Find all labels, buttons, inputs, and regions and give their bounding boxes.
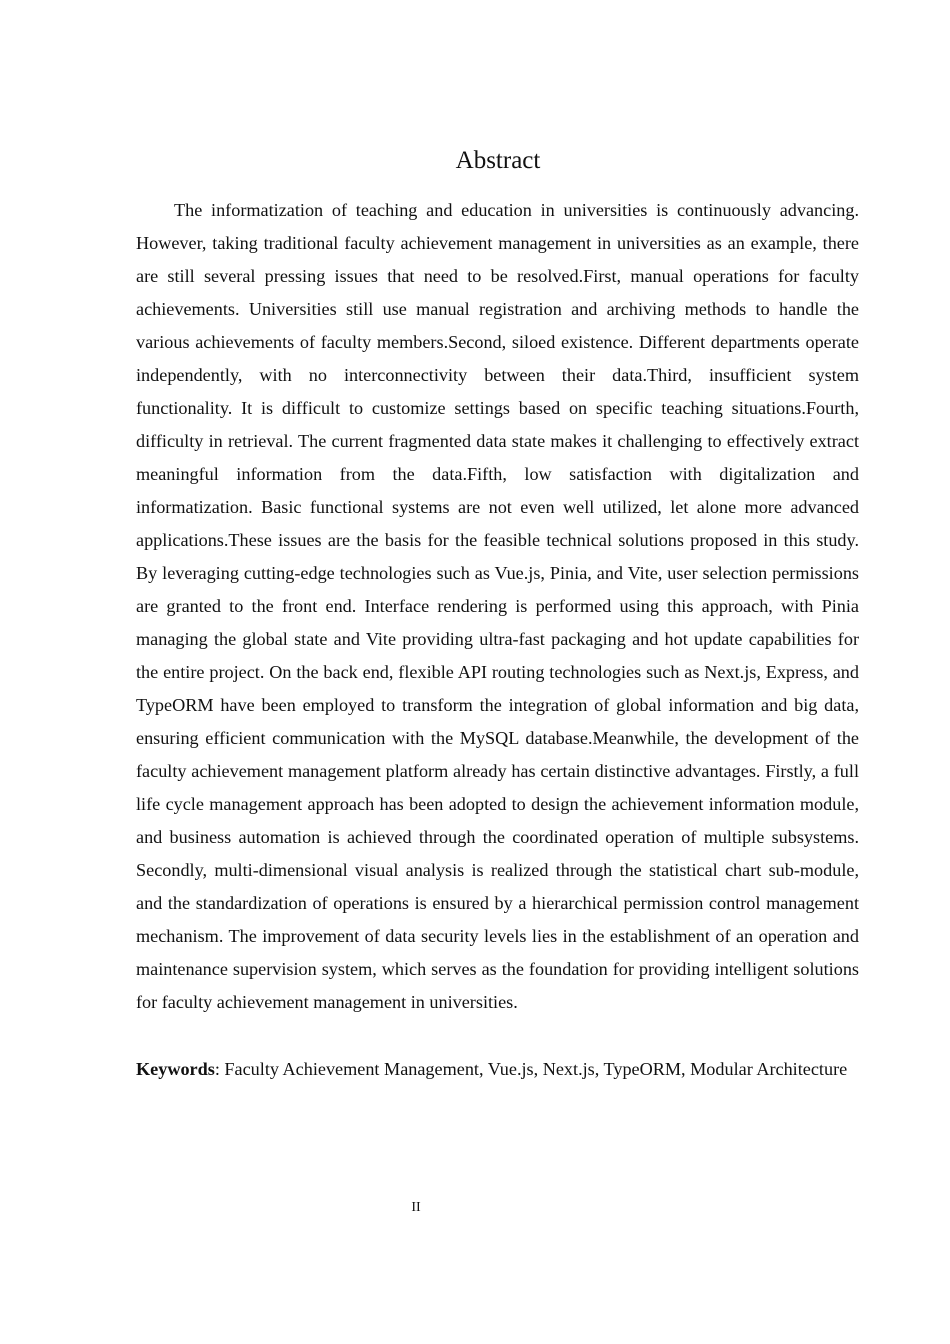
- page-title: Abstract: [455, 147, 541, 174]
- keywords-label: Keywords: [136, 1059, 215, 1079]
- abstract-paragraph: The informatization of teaching and education in universities is continuously advancing. However, taking traditional faculty achievement management in universities as an example, there are still several pressing issues that need to be resolved.First, manual operations for faculty achievements. Universities still use manual registration and archiving methods to handle the various achievements of faculty members.Second, siloed existence. Different departments operate independently, with no interconnectivity between their data.Third, insufficient system functionality. It is difficult to customize settings based on specific teaching situations.Fourth, difficulty in retrieval. The current fragmented data state makes it challenging to effectively extract meaningful information from the data.Fifth, low satisfaction with digitalization and informatization. Basic functional systems are not even well utilized, let alone more advanced applications.These issues are the basis for the feasible technical solutions proposed in this study. By leveraging cutting-edge technologies such as Vue.js, Pinia, and Vite, user selection permissions are granted to the front end. Interface rendering is performed using this approach, with Pinia managing the global state and Vite providing ultra-fast packaging and hot update capabilities for the entire project. On the back end, flexible API routing technologies such as Next.js, Express, and TypeORM have been employed to transform the integration of global information and big data, ensuring efficient communication with the MySQL database.Meanwhile, the development of the faculty achievement management platform already has certain distinctive advantages. Firstly, a full life cycle management approach has been adopted to design the achievement information module, and business automation is achieved through the coordinated operation of multiple subsystems. Secondly, multi-dimensional visual analysis is realized through the statistical chart sub-module, and the standardization of operations is ensured by a hierarchical permission control management mechanism. The improvement of data security levels lies in the establishment of an operation and maintenance supervision system, which serves as the foundation for providing intelligent solutions for faculty achievement management in universities.: [136, 200, 859, 1012]
- page-number: II: [411, 1200, 421, 1215]
- keywords-text: Faculty Achievement Management, Vue.js, Next.js, TypeORM, Modular Architecture: [224, 1059, 848, 1079]
- keywords-line: [136, 1053, 859, 1086]
- keywords-separator: :: [214, 1059, 225, 1079]
